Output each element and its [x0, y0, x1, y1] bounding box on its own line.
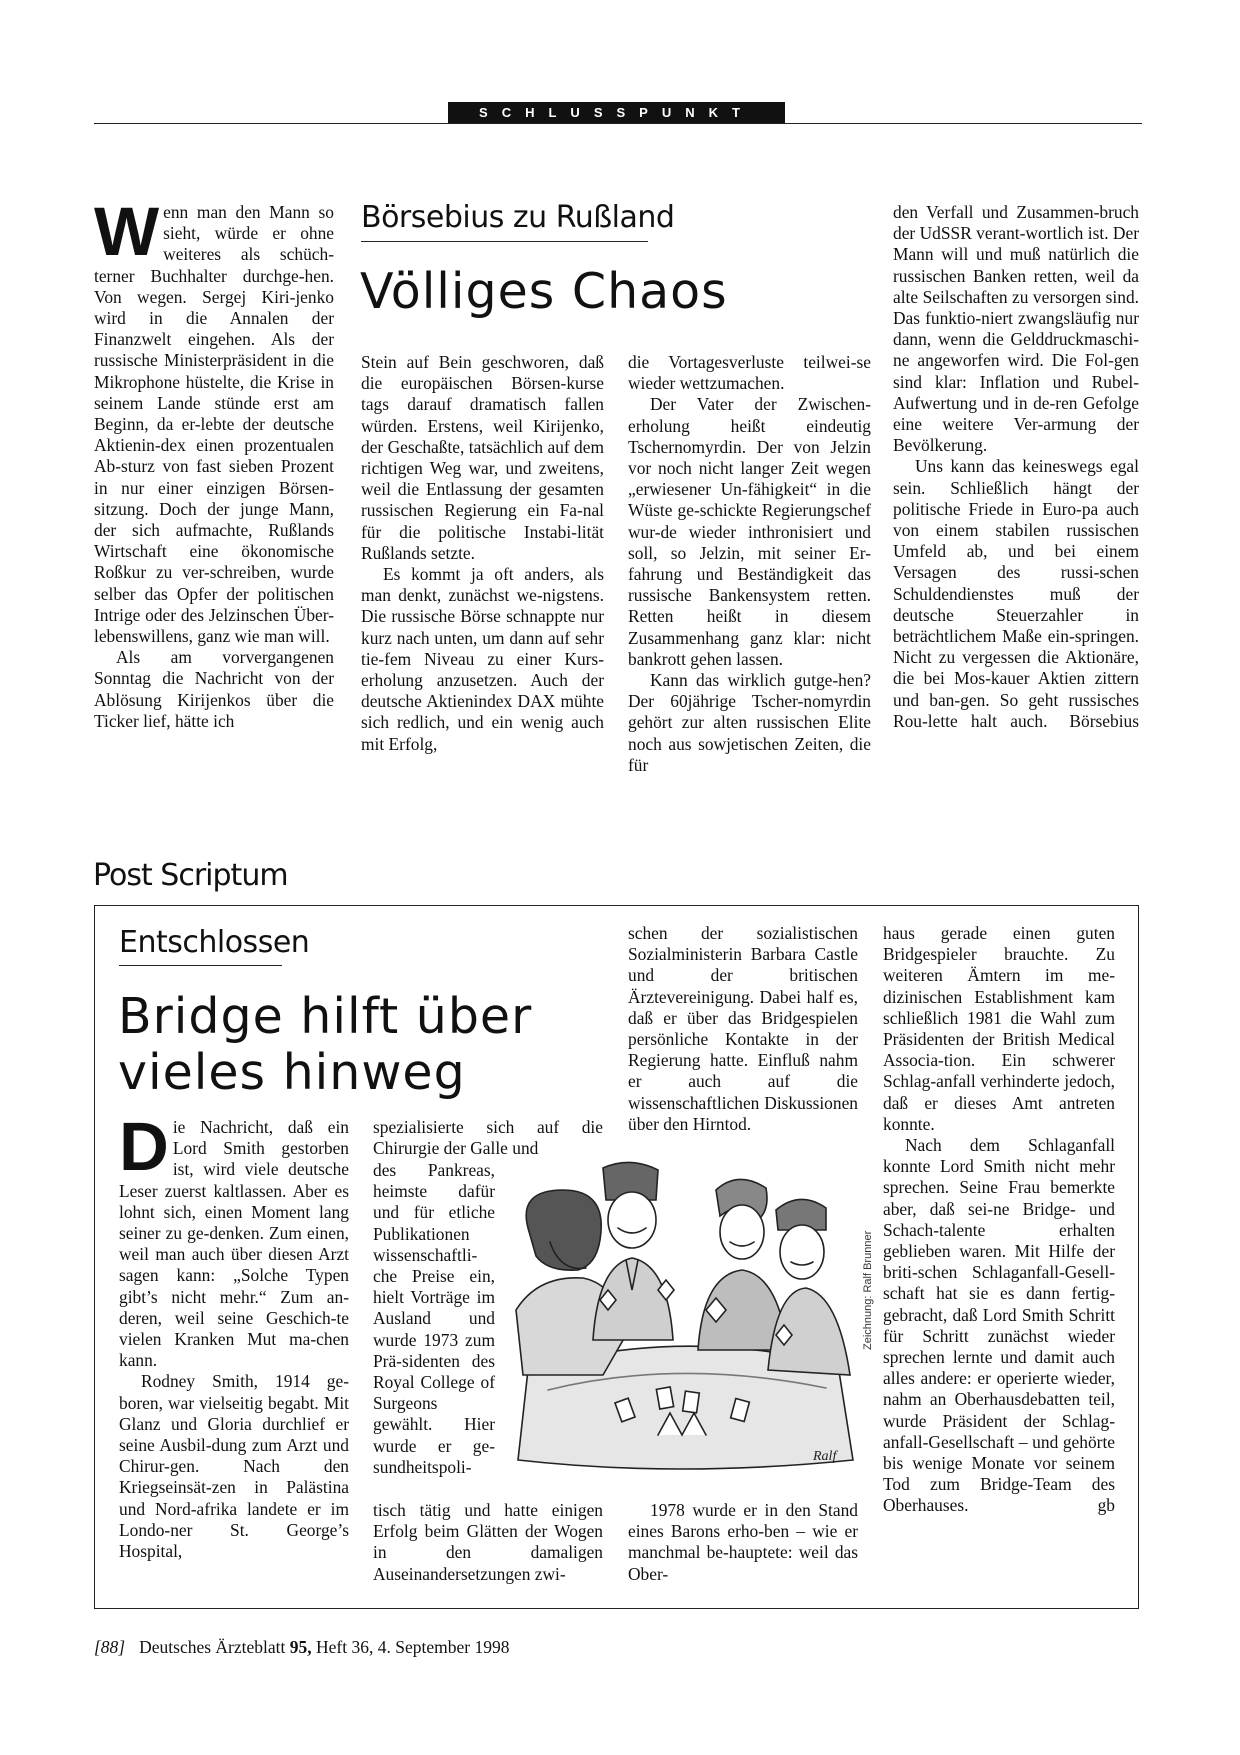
- postscriptum-column-1: [119, 1108, 349, 1562]
- paragraph: Nach dem Schlaganfall konnte Lord Smith nicht mehr sprechen. Seine Frau bemerkte aber, daß sei-ne Bridge- und Schach-talente erhalten geblieben waren. Mit Hilfe der briti-schen Schlaganfall-Gesell-schaft hat sie es dann fertig-gebracht, daß Lord Smith Schritt für Schritt zunächst wieder sprechen lernte und damit auch alles andere: er operierte wieder, nahm an Oberhausdebatten teil, wurde Präsident der Schlag-anfall-Gesellschaft – und gehörte bis wenige Monate vor seinem Tod zum Bridge-Team des Oberhauses. gb: [883, 1135, 1115, 1516]
- postscriptum-column-2-bottom: [373, 1500, 603, 1585]
- paragraph: des Pankreas, heimste dafür und für etliche Publikationen wissenschaftli-che Preise ein, hielt Vorträge im Ausland und wurde 1973 zum Prä-sidenten des Royal College of Surgeons gewählt. Hier wurde er ge-sundheitspoli-: [373, 1160, 495, 1477]
- article1-column-4: [893, 202, 1139, 732]
- illustration-initials: Ralf: [813, 1449, 837, 1464]
- section-label: SCHLUSSPUNKT: [448, 102, 785, 123]
- page-number: [88]: [94, 1637, 126, 1657]
- paragraph: Kann das wirklich gutge-hen? Der 60jährige Tscher-nomyrdin gehört zur alten russischen Elite noch aus sowjetischen Zeiten, die für: [628, 670, 871, 775]
- paragraph: Es kommt ja oft anders, als man denkt, zunächst we-nigstens. Die russische Börse schnappte nur kurz nach unten, um dann auf sehr tie-fem Niveau zu einer Kurs-erholung anzusetzen. Auch der deutsche Aktienindex DAX mühte sich redlich, und ein wenig auch mit Erfolg,: [361, 564, 604, 754]
- paragraph: Als am vorvergangenen Sonntag die Nachricht von der Ablösung Kirijenkos über die Ticker lief, hätte ich: [94, 647, 334, 731]
- issue: Heft 36, 4. September 1998: [316, 1637, 510, 1657]
- paragraph: ie Nachricht, daß ein Lord Smith gestorben ist, wird viele deutsche Leser zuerst kaltlassen. Aber es lohnt sich, einen Moment lang seiner zu ge-denken. Zum einen, weil man auch über diesen Arzt sagen kann: „Solche Typen gibt’s nicht mehr.“ Zum an-deren, weil seine Geschich-te vielen Kranken Mut ma-chen kann.: [119, 1117, 349, 1371]
- postscriptum-column-2-top: [373, 1117, 603, 1159]
- postscriptum-column-2-narrow: [373, 1160, 495, 1478]
- postscriptum-column-3-bottom: [628, 1500, 858, 1585]
- signature: gb: [1097, 1495, 1115, 1516]
- article1-column-3: [628, 352, 871, 776]
- paragraph: tisch tätig und hatte einigen Erfolg beim Glätten der Wogen in den damaligen Auseinandersetzungen zwi-: [373, 1500, 603, 1584]
- illustration-credit: Zeichnung: Ralf Brunner: [862, 1230, 874, 1350]
- paragraph: den Verfall und Zusammen-bruch der UdSSR verant-wortlich ist. Der Mann will und muß natürlich die russischen Banken retten, weil da alte Seilschaften zu versorgen sind. Das funktio-niert zwangsläufig nur dann, wenn die Gelddruckmaschi-ne angeworfen wird. Die Fol-gen sind klar: Inflation und Rubel-Aufwertung und in de-ren Gefolge eine weitere Ver-armung der Bevölkerung.: [893, 202, 1139, 456]
- article1-column-2: [361, 352, 604, 755]
- paragraph: spezialisierte sich auf die Chirurgie der Galle und: [373, 1117, 603, 1159]
- paragraph: die Vortagesverluste teilwei-se wieder wettzumachen.: [628, 352, 871, 394]
- paragraph: Uns kann das keineswegs egal sein. Schließlich hängt der politische Friede in Euro-pa auch von einem stabilen russischen Umfeld ab, und bei einem Versagen des russi-schen Schuldendienstes muß der deutsche Steuerzahler in beträchtlichem Maße ein-springen. Nicht zu vergessen die Aktionäre, die bei Mos-kauer Aktien zittern und ban-gen. So geht russisches Rou-lette halt auch. Börsebius: [893, 456, 1139, 731]
- top-rule: [94, 123, 1142, 124]
- article1-headline: Völliges Chaos: [360, 263, 728, 320]
- kicker-underline: [361, 241, 648, 242]
- paragraph: schen der sozialistischen Sozialministerin Barbara Castle und der britischen Ärztevereinigung. Dabei half es, daß er über das Bridgespielen persönliche Kontakte in der Regierung hatte. Einfluß nahm er auch auf die wissenschaftlichen Diskussionen über den Hirntod.: [628, 923, 858, 1134]
- dropcap: W: [94, 193, 160, 270]
- article1-column-1: [94, 193, 334, 732]
- article1-kicker: Börsebius zu Rußland: [361, 200, 675, 235]
- postscriptum-column-4: [883, 923, 1115, 1517]
- page-footer: [94, 1637, 509, 1658]
- dropcap: D: [119, 1108, 169, 1185]
- journal-name: Deutsches Ärzteblatt: [139, 1637, 286, 1657]
- bridge-players-drawing: [508, 1160, 860, 1472]
- kicker-underline: [119, 965, 282, 966]
- paragraph: haus gerade einen guten Bridgespieler brauchte. Zu weiteren Ämtern im me-dizinischen Establishment kam schließlich 1981 die Wahl zum Präsidenten der British Medical Associa-tion. Ein schwerer Schlag-anfall verhinderte jedoch, daß er dieses Amt antreten konnte.: [883, 923, 1115, 1134]
- postscriptum-label: Post Scriptum: [93, 858, 288, 893]
- paragraph: Der Vater der Zwischen-erholung heißt eindeutig Tschernomyrdin. Der von Jelzin vor noch nicht langer Zeit wegen „erwiesener Un-fähigkeit“ in die Wüste ge-schickte Regierungschef wur-de wieder inthronisiert und soll, so Jelzin, mit seiner Er-fahrung und Beständigkeit das russische Bankensystem retten. Retten heißt in diesem Zusammenhang ganz klar: nicht bankrott gehen lassen.: [628, 394, 871, 669]
- volume: 95,: [289, 1637, 312, 1657]
- paragraph: Stein auf Bein geschworen, daß die europäischen Börsen-kurse tags darauf dramatisch fallen würden. Erstens, weil Kirijenko, der Geschaßte, tatsächlich auf dem richtigen Weg war, und zweitens, weil die Entlassung der gesamten russischen Regierung ein Fa-nal für die politische Instabi-lität Rußlands setzte.: [361, 352, 604, 563]
- paragraph: enn man den Mann so sieht, würde er ohne weiteres als schüch-terner Buchhalter durchge-hen. Von wegen. Sergej Kiri-jenko wird in die Annalen der Finanzwelt eingehen. Als der russische Ministerpräsident in die Mikrophone hüstelte, die Krise in seinem Lande stünde erst am Beginn, da er-lebte der deutsche Aktienin-dex einen prozentualen Ab-sturz von fast sieben Prozent in nur einer einzigen Börsen-sitzung. Doch der junge Mann, der sich aufmachte, Rußlands Wirtschaft eine ökonomische Roßkur zu ver-schreiben, wurde selber das Opfer der politischen Intrige oder des Jelzinschen Über-lebenswillens, ganz wie man will.: [94, 202, 334, 647]
- paragraph: 1978 wurde er in den Stand eines Barons erho-ben – wie er manchmal be-hauptete: weil das Ober-: [628, 1500, 858, 1584]
- postscriptum-headline: Bridge hilft über vieles hinweg: [118, 988, 533, 1101]
- signature: Börsebius: [1069, 710, 1139, 731]
- bridge-illustration: [508, 1160, 860, 1472]
- postscriptum-kicker: Entschlossen: [119, 925, 310, 960]
- paragraph: Rodney Smith, 1914 ge-boren, war vielseitig begabt. Mit Glanz und Gloria durchlief er seine Ausbil-dung zum Arzt und Chirur-gen. Nach den Kriegseinsät-zen in Palästina und Nord-afrika landete er im Londo-ner St. George’s Hospital,: [119, 1371, 349, 1562]
- postscriptum-column-3-top: [628, 923, 858, 1135]
